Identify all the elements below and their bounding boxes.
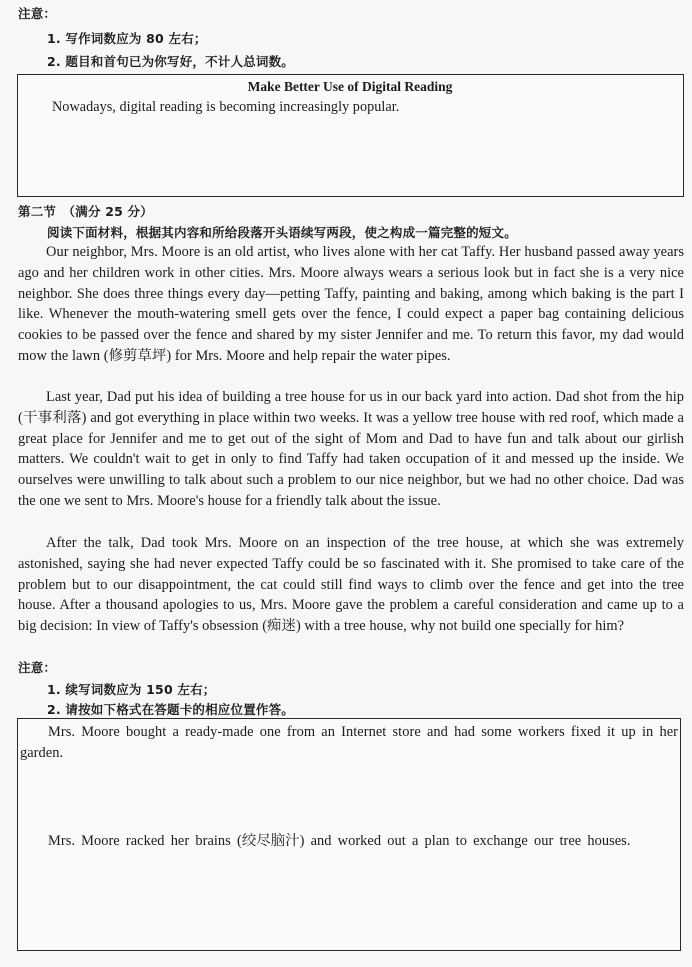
essay-first-sentence: Nowadays, digital reading is becoming increasingly popular. [52, 99, 400, 115]
section-instruction: 阅读下面材料，根据其内容和所给段落开头语续写两段，使之构成一篇完整的短文。 [47, 225, 517, 240]
passage-paragraph: After the talk, Dad took Mrs. Moore on an inspection of the tree house, at which she was extremely astonished, saying she had never expected Taffy could be so fascinated with it. She promised to take care of the problem but to our disappointment, the cat could still find ways to climb over the fence and get into the tree house. After a thousand apologies to us, Mrs. Moore gave the problem a careful consideration and came up to a big decision: In view of Taffy's obsession (痴迷) with a tree house, why not build one specially for him? [18, 535, 684, 635]
section-heading: 第二节 （满分 25 分） [18, 204, 153, 219]
essay-title: Make Better Use of Digital Reading [247, 79, 453, 94]
note-item: 1. 续写词数应为 150 左右； [47, 682, 216, 697]
note-label: 注意： [18, 6, 57, 21]
passage-paragraph: Our neighbor, Mrs. Moore is an old artist, who lives alone with her cat Taffy. Her husband passed away years ago and her children work in other cities. Mrs. Moore always wears a serious look but in fact she is a very nice neighbor. She does three things every day—petting Taffy, painting and baking, among which baking is the part I like. Whenever the mouth-watering smell gets over the fence, I could expect a paper bag containing delicious cookies to be passed over the fence and shared by my sister Jennifer and me. To return this favor, my dad would mow the lawn (修剪草坪) for Mrs. Moore and help repair the water pipes. [18, 244, 684, 364]
note-label: 注意： [18, 660, 57, 675]
passage-paragraph: Last year, Dad put his idea of building a tree house for us in our back yard into action. Dad shot from the hip (干事利落) and got everything in place within two weeks. It was a yellow tree house with red roof, which made a great place for Jennifer and me to get out of the sight of Mom and Dad to have fun and talk about our girlish matters. We couldn't wait to get in only to find Taffy had taken occupation of it and messed up the inside. We ourselves were unwilling to talk about such a problem to our nice neighbor, but we had no other choice. Dad was the one we sent to Mrs. Moore's house for a friendly talk about the issue. [18, 389, 684, 509]
note-item: 1. 写作词数应为 80 左右； [47, 31, 207, 46]
continuation-answer-box[interactable] [17, 718, 681, 951]
paragraph-opening-2: Mrs. Moore racked her brains (绞尽脑汁) and worked out a plan to exchange our tree houses. [48, 833, 631, 849]
essay-writing-box[interactable] [17, 74, 684, 197]
note-item: 2. 题目和首句已为你写好，不计人总词数。 [47, 54, 294, 69]
note-item: 2. 请按如下格式在答题卡的相应位置作答。 [47, 702, 294, 717]
paragraph-opening-1: Mrs. Moore bought a ready-made one from an Internet store and had some workers fixed it up in her garden. [20, 724, 678, 761]
